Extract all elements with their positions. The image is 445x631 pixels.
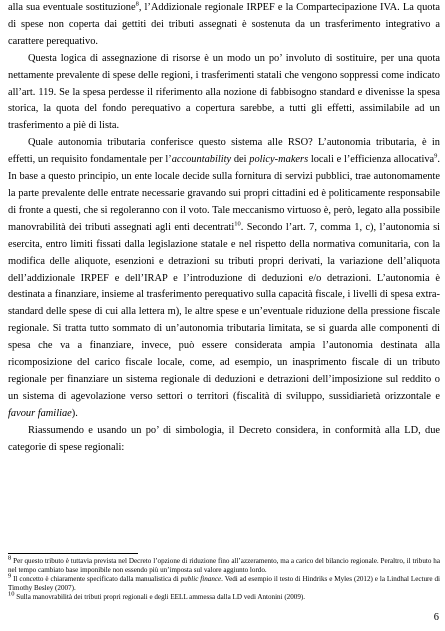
footnote-ref: 9 [434,152,438,160]
footnote-ref: 9 [8,572,12,580]
text-run: . Vedi ad esempio il testo di Hindriks e Myles (2012) e la Lindhal Lecture di Timothy Besley (2007). [8,575,441,592]
paragraph [8,0,440,51]
text-run: . Secondo l’art. 7, comma 1, c), l’autonomia si esercita, entro limiti fissati dalla legislazione statale e nel rispetto della normativa comunitaria, con la modifica delle aliquote, esenzioni e detrazioni su tributi propri derivati, la variazione dell’aliquota dell’addizionale IRPEF e dell’IRAP e l’introduzione di deduzioni e/o detrazioni. L’autonomia è destinata a finanziare, insieme al trasferimento perequativo sulla capacità fiscale, i livelli di spesa extra-standard delle spese di cui alla lettera m), le altre spese e un’eventuale riduzione della pressione fiscale regionale. Si tratta tutto sommato di un’autonomia tributaria limitata, se si guarda alle componenti di spesa che va a finanziare, invece, può essere considerata ampia l’autonomia destinata alla ricomposizione del carico fiscale locale, come, ad esempio, un inasprimento fiscale di un tributo regionale per finanziare un sistema regionale di deduzioni e detrazioni dell’imposizione sul reddito o un sistema di agevolazione verso settori o territori (fiscalità di sviluppo, sussidiarietà orizzontale e [8,221,440,402]
paragraph [8,135,440,422]
italic-text: policy-makers [249,154,309,166]
paragraph [8,423,440,457]
text-run: , l’Addizionale regionale IRPEF e la Compartecipazione IVA. La quota di spese non coperta dai gettiti dei tributi assegnati è sostenuta da un trasferimento integrativo a carattere perequativo. [8,2,440,47]
text-run: . In base a questo principio, un ente locale decide sulla fornitura di servizi pubblici, trae autonomamente la parte prevalente delle entrate necessarie gravando sui propri cittadini ed è politicamente responsabile di fronte a questi, che si regoleranno con il voto. Tale meccanismo virtuoso è, però, legato alla possibile manovrabilità dei tributi assegnati agli enti decentrati [8,154,441,233]
footnote [8,554,440,575]
paragraph [8,51,440,136]
footnotes [8,554,441,602]
italic-text: accountability [171,154,232,166]
footnote-ref: 8 [135,0,139,8]
text-run: Riassumendo e usando un po’ di simbologia, il Decreto considera, in conformità alla LD, due categorie di spese regionali: [8,424,440,453]
text-run: dei [231,154,250,166]
footnote-ref: 10 [234,220,241,228]
italic-text: public finance [180,575,222,583]
text-run: Il concetto è chiaramente specificato dalla manualistica di [11,575,181,583]
main-body-text [8,0,440,456]
text-run: Questa logica di assegnazione di risorse è un modo un po’ involuto di sostituire, per una quota nettamente prevalente di spese delle regioni, i trasferimenti statali che vengono soppressi come indicato all’art. 119. Se la spesa perdesse il riferimento alla nozione di fabbisogno standard e divenisse la spesa storica, la quota del fondo perequativo a copertura sarebbe, a tutti gli effetti, assimilabile ad un trasferimento a piè di lista. [8,52,440,132]
page-number: 6 [433,612,439,623]
footnote [8,572,441,593]
footnote [8,590,440,602]
text-run: alla sua eventuale sostituzione [8,2,136,13]
text-run: ). [71,407,78,419]
footnote-separator [8,553,138,554]
text-run: Sulla manovrabilità dei tributi propri regionali e degli EELL ammessa dalla LD vedi Antonini (2009). [14,593,306,601]
text-run: locali e l’efficienza allocativa [308,154,435,166]
footnote-ref: 8 [8,554,12,562]
text-run: Quale autonomia tributaria conferisce questo sistema alle RSO? L’autonomia tributaria, è in effetti, un requisito fondamentale per l’ [8,137,440,166]
text-run: Per questo tributo è tuttavia prevista nel Decreto l’opzione di riduzione fino all’azzeramento, ma a carico del bilancio regionale. Peraltro, il tributo ha nel tempo cambiato base imponibile non essendo più un’imposta sul valore aggiunto lordo. [8,557,440,574]
italic-text: favour familiae [8,407,72,419]
footnote-ref: 10 [8,590,15,598]
